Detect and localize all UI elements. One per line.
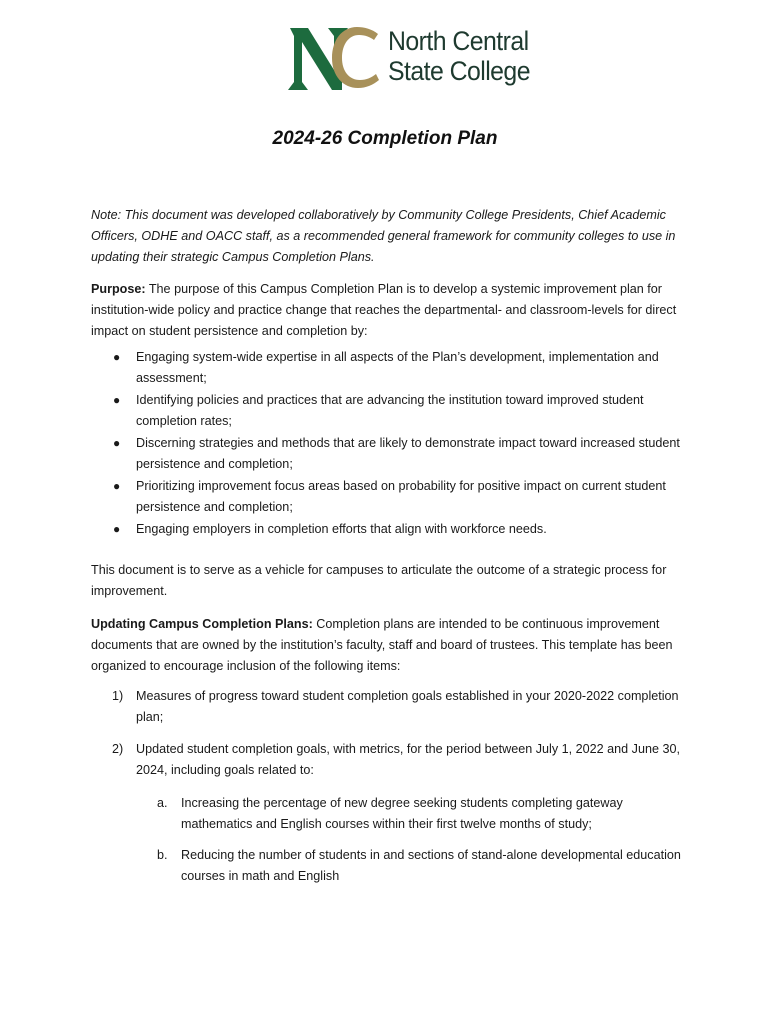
- bullet-list: [91, 347, 691, 541]
- sub-item: [91, 793, 691, 835]
- list-item: [91, 519, 691, 540]
- list-item-text: Engaging employers in completion efforts that align with workforce needs.: [136, 522, 547, 536]
- document-title: 2024-26 Completion Plan: [272, 128, 498, 149]
- updating-lead: Updating Campus Completion Plans:: [91, 617, 313, 631]
- logo-wordmark: [388, 26, 530, 86]
- list-item: [91, 433, 691, 475]
- purpose-text: The purpose of this Campus Completion Plan is to develop a systemic improvement plan for institution-wide policy and practice change that reaches the departmental- and classroom-levels for direct impact on student persistence and completion by:: [91, 282, 677, 338]
- purpose-paragraph: [91, 279, 691, 342]
- bullet-icon: ●: [113, 479, 121, 493]
- numbered-marker: 1): [112, 689, 124, 703]
- logo-line-1: North Central: [388, 26, 529, 56]
- bullet-icon: ●: [113, 393, 121, 407]
- list-item-text: Engaging system-wide expertise in all aspects of the Plan’s development, implementation and assessment;: [136, 350, 659, 385]
- note-paragraph: Note: This document was developed collaboratively by Community College Presidents, Chief Academic Officers, ODHE and OACC staff, as a recommended general framework for community colleges to use in updating their strategic Campus Completion Plans.: [91, 208, 676, 264]
- sub-item-text: Reducing the number of students in and sections of stand-alone developmental education courses in math and English: [181, 848, 681, 883]
- college-logo: [286, 22, 536, 98]
- updating-paragraph: [91, 614, 691, 677]
- list-item: [91, 476, 691, 518]
- bullet-icon: ●: [113, 436, 121, 450]
- nc-monogram-icon: [286, 26, 382, 92]
- sub-item-marker: b.: [157, 848, 168, 862]
- vehicle-paragraph: This document is to serve as a vehicle for campuses to articulate the outcome of a strategic process for improvement.: [91, 563, 667, 598]
- list-item-text: Identifying policies and practices that are advancing the institution toward improved student completion rates;: [136, 393, 644, 428]
- numbered-text: Measures of progress toward student completion goals established in your 2020-2022 completion plan;: [136, 689, 679, 724]
- purpose-lead: Purpose:: [91, 282, 146, 296]
- logo-line-2: State College: [388, 56, 530, 86]
- numbered-marker: 2): [112, 742, 124, 756]
- bullet-icon: ●: [113, 522, 121, 536]
- sub-item-marker: a.: [157, 796, 168, 810]
- list-item: [91, 347, 691, 389]
- sub-item-text: Increasing the percentage of new degree seeking students completing gateway mathematics and English courses within their first twelve months of study;: [181, 796, 623, 831]
- sub-item: [91, 845, 691, 887]
- list-item-text: Prioritizing improvement focus areas based on probability for positive impact on current student persistence and completion;: [136, 479, 666, 514]
- numbered-item: [91, 686, 691, 728]
- numbered-item: [91, 739, 691, 781]
- list-item: [91, 390, 691, 432]
- list-item-text: Discerning strategies and methods that are likely to demonstrate impact toward increased student persistence and completion;: [136, 436, 680, 471]
- numbered-text: Updated student completion goals, with metrics, for the period between July 1, 2022 and June 30, 2024, including goals related to:: [136, 742, 680, 777]
- bullet-icon: ●: [113, 350, 121, 364]
- updating-text: Completion plans are intended to be continuous improvement documents that are owned by the institution’s faculty, staff and board of trustees. This template has been organized to encourage inclusion of the following items:: [91, 617, 673, 673]
